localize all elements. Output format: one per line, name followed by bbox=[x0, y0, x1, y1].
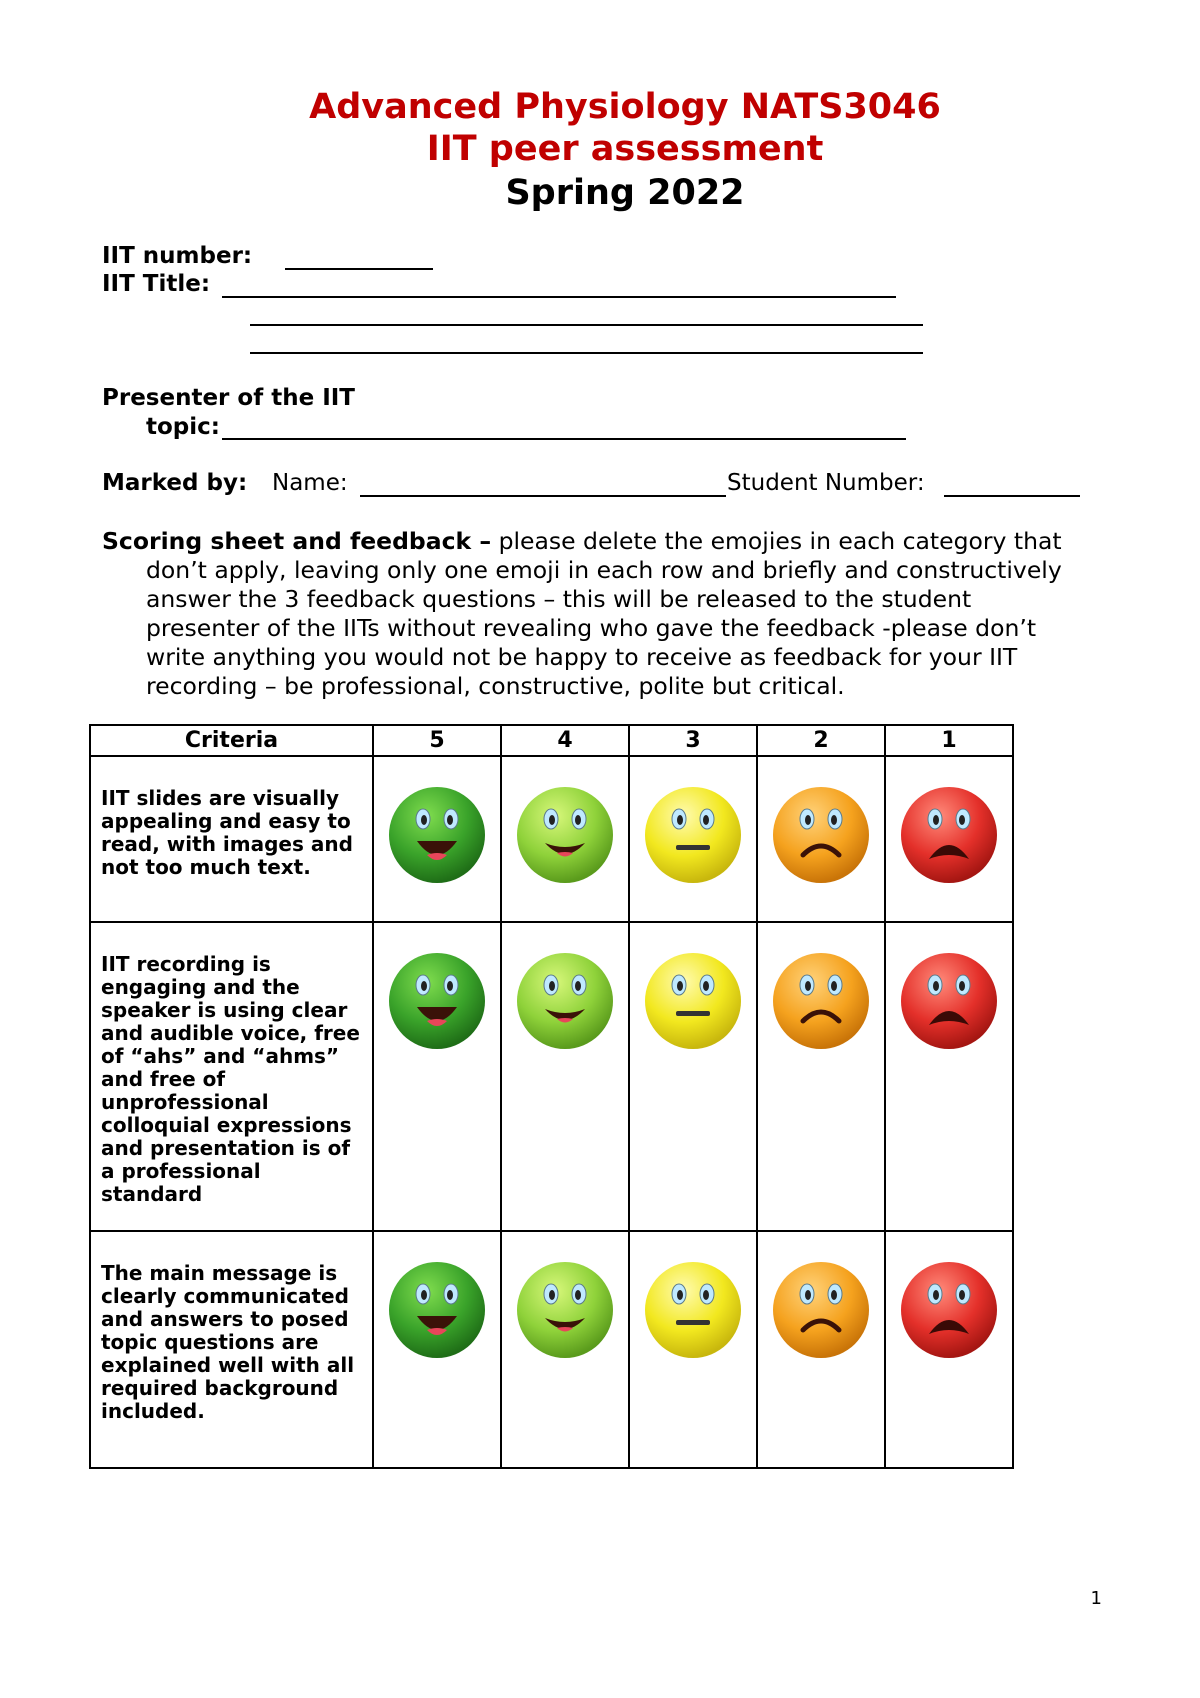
very-sad-face-icon bbox=[886, 1260, 1012, 1360]
presenter-topic-label: topic: bbox=[146, 414, 220, 440]
happy-face-icon bbox=[502, 951, 628, 1051]
score-4-cell[interactable] bbox=[501, 1231, 629, 1468]
document-subtitle: IIT peer assessment bbox=[426, 129, 824, 169]
sad-face-icon bbox=[758, 1260, 884, 1360]
score-1-cell[interactable] bbox=[885, 1231, 1013, 1468]
document-title: Advanced Physiology NATS3046 bbox=[309, 87, 941, 127]
happy-face-icon bbox=[502, 785, 628, 885]
score-2-cell[interactable] bbox=[757, 1231, 885, 1468]
header-score-5: 5 bbox=[373, 725, 501, 756]
neutral-face-icon bbox=[630, 951, 756, 1051]
sad-face-icon bbox=[758, 785, 884, 885]
score-5-cell[interactable] bbox=[373, 922, 501, 1231]
student-number-field[interactable] bbox=[944, 495, 1080, 497]
criteria-cell: IIT recording is engaging and the speaker is using clear and audible voice, free of “ahs” and “ahms” and free of unprofessional colloquial expressions and presentation is of a professional standard bbox=[90, 922, 373, 1231]
sad-face-icon bbox=[758, 951, 884, 1051]
instructions-line-1: please delete the emojies in each category that bbox=[498, 527, 1062, 555]
very-happy-face-icon bbox=[374, 1260, 500, 1360]
score-1-cell[interactable] bbox=[885, 756, 1013, 922]
header-score-4: 4 bbox=[501, 725, 629, 756]
iit-title-field-3[interactable] bbox=[250, 352, 923, 354]
iit-number-field[interactable] bbox=[285, 268, 433, 270]
table-header-row bbox=[90, 725, 1013, 756]
score-1-cell[interactable] bbox=[885, 922, 1013, 1231]
score-2-cell[interactable] bbox=[757, 922, 885, 1231]
iit-title-field-2[interactable] bbox=[250, 324, 923, 326]
instructions-line-3: answer the 3 feedback questions – this will be released to the student bbox=[146, 585, 972, 613]
table-row bbox=[90, 1231, 1013, 1468]
criteria-cell: The main message is clearly communicated and answers to posed topic questions are explained well with all required background included. bbox=[90, 1231, 373, 1468]
marker-name-field[interactable] bbox=[360, 495, 726, 497]
neutral-face-icon bbox=[630, 1260, 756, 1360]
table-row bbox=[90, 756, 1013, 922]
instructions-line-2: don’t apply, leaving only one emoji in each row and briefly and constructively bbox=[146, 556, 1062, 584]
iit-title-label: IIT Title: bbox=[102, 271, 211, 297]
document-term: Spring 2022 bbox=[505, 173, 745, 213]
iit-title-field-1[interactable] bbox=[222, 296, 896, 298]
score-5-cell[interactable] bbox=[373, 756, 501, 922]
neutral-face-icon bbox=[630, 785, 756, 885]
score-3-cell[interactable] bbox=[629, 922, 757, 1231]
student-number-label: Student Number: bbox=[727, 470, 925, 496]
very-sad-face-icon bbox=[886, 951, 1012, 1051]
header-score-2: 2 bbox=[757, 725, 885, 756]
presenter-field[interactable] bbox=[222, 438, 906, 440]
score-4-cell[interactable] bbox=[501, 756, 629, 922]
instructions-line-6: recording – be professional, constructive, polite but critical. bbox=[146, 672, 845, 700]
marked-by-label: Marked by: bbox=[102, 470, 248, 496]
instructions-heading: Scoring sheet and feedback – bbox=[102, 527, 492, 555]
very-happy-face-icon bbox=[374, 785, 500, 885]
instructions-line-4: presenter of the IITs without revealing who gave the feedback -please don’t bbox=[146, 614, 1037, 642]
criteria-cell: IIT slides are visually appealing and easy to read, with images and not too much text. bbox=[90, 756, 373, 922]
presenter-label: Presenter of the IIT bbox=[102, 385, 355, 411]
table-row bbox=[90, 922, 1013, 1231]
instructions-line-5: write anything you would not be happy to receive as feedback for your IIT bbox=[146, 643, 1018, 671]
happy-face-icon bbox=[502, 1260, 628, 1360]
score-5-cell[interactable] bbox=[373, 1231, 501, 1468]
score-3-cell[interactable] bbox=[629, 756, 757, 922]
instructions bbox=[102, 527, 1102, 701]
header-score-1: 1 bbox=[885, 725, 1013, 756]
very-sad-face-icon bbox=[886, 785, 1012, 885]
iit-number-label: IIT number: bbox=[102, 243, 253, 269]
score-2-cell[interactable] bbox=[757, 756, 885, 922]
header-criteria: Criteria bbox=[90, 725, 373, 756]
header-score-3: 3 bbox=[629, 725, 757, 756]
name-label: Name: bbox=[272, 470, 348, 496]
score-3-cell[interactable] bbox=[629, 1231, 757, 1468]
scoring-table bbox=[89, 724, 1014, 1469]
score-4-cell[interactable] bbox=[501, 922, 629, 1231]
very-happy-face-icon bbox=[374, 951, 500, 1051]
page-number: 1 bbox=[1090, 1588, 1102, 1609]
